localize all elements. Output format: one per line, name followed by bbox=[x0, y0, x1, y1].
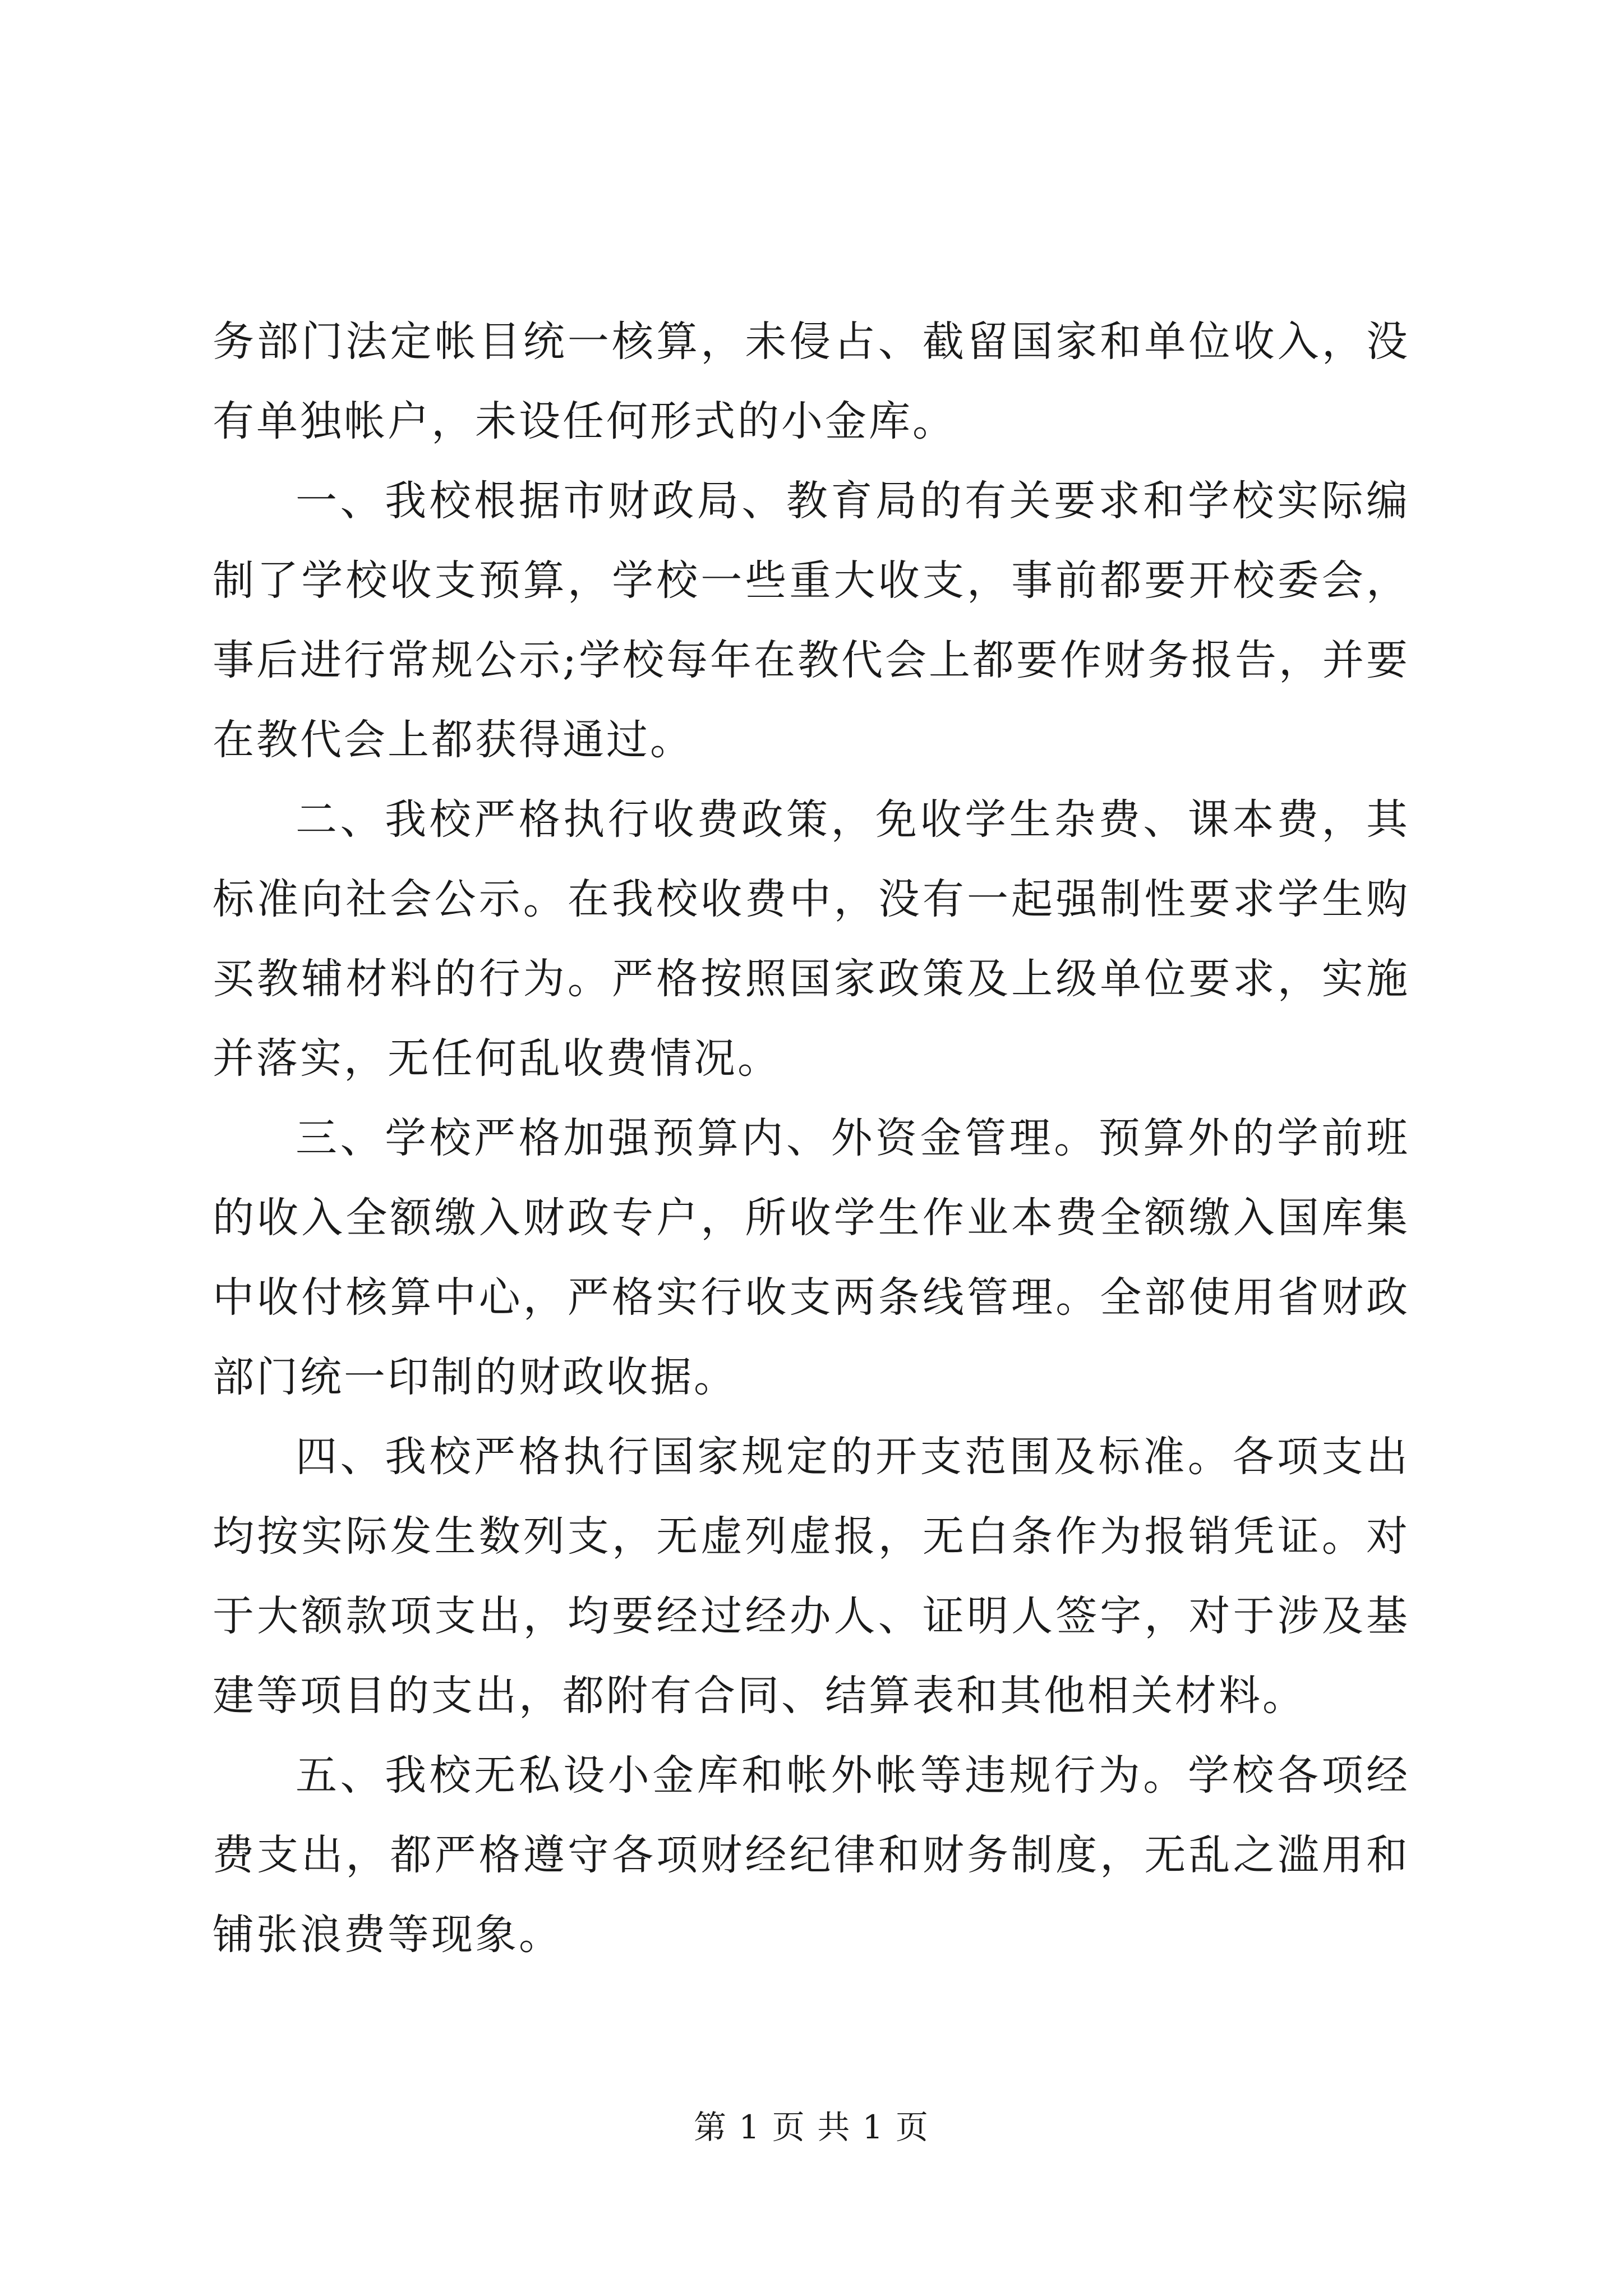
paragraph-no-slush-fund: 五、我校无私设小金库和帐外帐等违规行为。学校各项经费支出，都严格遵守各项财经纪律和财务制度，无乱之滥用和铺张浪费等现象。 bbox=[213, 1751, 1410, 1959]
page-number-footer: 第 1 页 共 1 页 bbox=[694, 2108, 929, 2146]
paragraph-expenditure: 四、我校严格执行国家规定的开支范围及标准。各项支出均按实际发生数列支，无虚列虚报，无白条作为报销凭证。对于大额款项支出，均要经过经办人、证明人签字，对于涉及基建等项目的支出，都附有合同、结算表和其他相关材料。 bbox=[213, 1433, 1410, 1720]
paragraph-funds: 三、学校严格加强预算内、外资金管理。预算外的学前班的收入全额缴入财政专户，所收学生作业本费全额缴入国库集中收付核算中心，严格实行收支两条线管理。全部使用省财政部门统一印制的财政收据。 bbox=[213, 1114, 1410, 1401]
paragraph-continued: 务部门法定帐目统一核算，未侵占、截留国家和单位收入，没有单独帐户，未设任何形式的小金库。 bbox=[213, 318, 1410, 445]
document-body bbox=[213, 302, 1410, 1975]
paragraph-fees: 二、我校严格执行收费政策，免收学生杂费、课本费，其标准向社会公示。在我校收费中，没有一起强制性要求学生购买教辅材料的行为。严格按照国家政策及上级单位要求，实施并落实，无任何乱收费情况。 bbox=[213, 795, 1410, 1083]
paragraph-budget: 一、我校根据市财政局、教育局的有关要求和学校实际编制了学校收支预算，学校一些重大收支，事前都要开校委会，事后进行常规公示;学校每年在教代会上都要作财务报告，并要在教代会上都获得通过。 bbox=[213, 477, 1410, 764]
